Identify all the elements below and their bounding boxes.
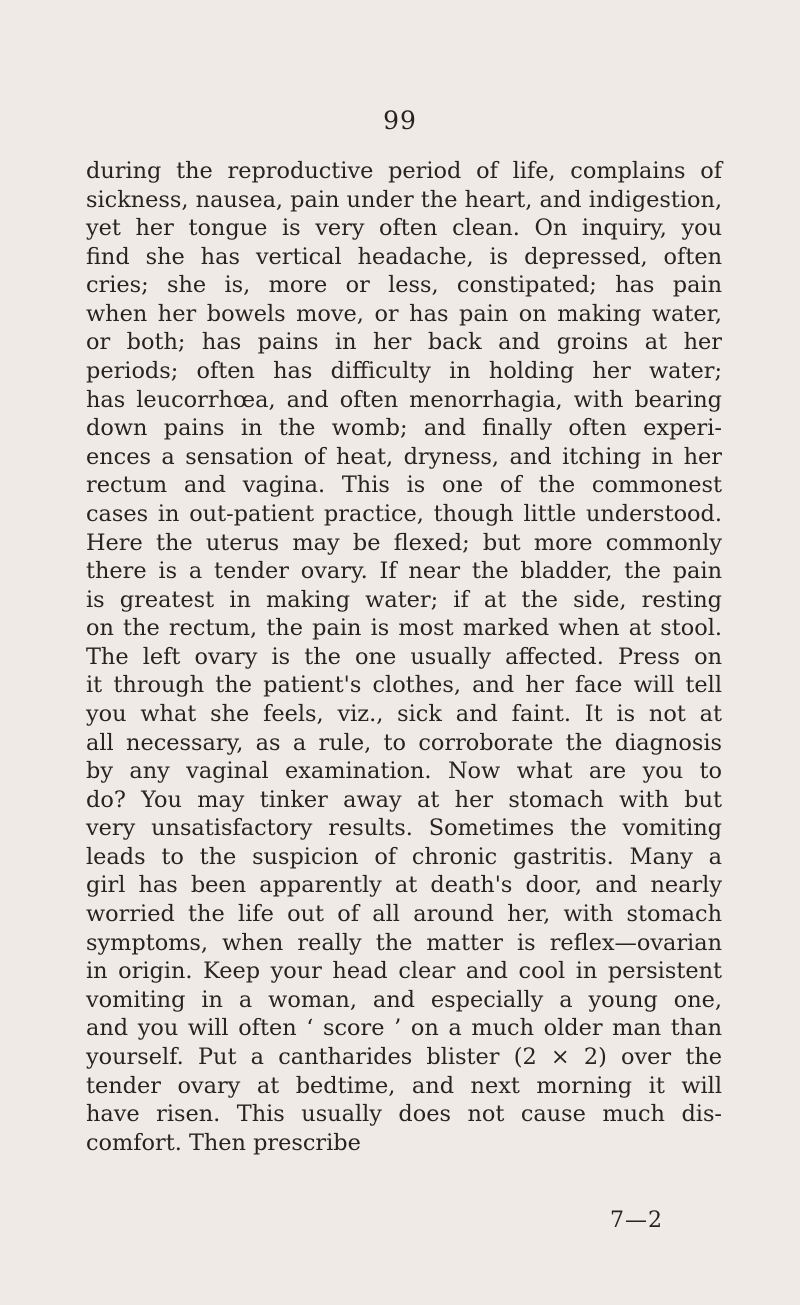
text-line: vomiting in a woman, and especially a young one, <box>86 986 722 1013</box>
text-line: sickness, nausea, pain under the heart, and indigestion, <box>86 186 723 213</box>
text-line: Here the uterus may be flexed; but more commonly <box>86 529 722 556</box>
text-line: ences a sensation of heat, dryness, and itching in her <box>86 443 722 470</box>
text-line: has leucorrhœa, and often menorrhagia, with bearing <box>86 386 722 413</box>
text-line: during the reproductive period of life, complains of <box>86 158 722 184</box>
text-line: there is a tender ovary. If near the bladder, the pain <box>86 558 722 585</box>
text-line: have risen. This usually does not cause much dis- <box>86 1101 722 1128</box>
text-line: yet her tongue is very often clean. On inquiry, you <box>86 215 722 242</box>
text-line: on the rectum, the pain is most marked when at stool. <box>86 615 722 642</box>
text-line: in origin. Keep your head clear and cool in persistent <box>86 958 722 985</box>
text-line: all necessary, as a rule, to corroborate the diagnosis <box>86 729 722 756</box>
text-line: cases in out-patient practice, though little understood. <box>86 500 722 527</box>
text-line: tender ovary at bedtime, and next morning it will <box>86 1072 722 1099</box>
text-line: leads to the suspicion of chronic gastritis. Many a <box>86 843 722 870</box>
text-line: yourself. Put a cantharides blister (2 × 2) over the <box>86 1043 722 1070</box>
text-line: cries; she is, more or less, constipated; has pain <box>86 272 722 299</box>
body-text <box>86 157 722 1157</box>
page-number: 99 <box>383 106 417 135</box>
text-line: girl has been apparently at death's door, and nearly <box>86 872 722 899</box>
text-line: it through the patient's clothes, and her face will tell <box>86 672 722 699</box>
text-line: symptoms, when really the matter is reflex—ovarian <box>86 929 722 956</box>
text-line: The left ovary is the one usually affected. Press on <box>86 643 722 670</box>
signature-mark: 7—2 <box>610 1208 663 1233</box>
text-line: down pains in the womb; and finally often experi- <box>86 415 722 442</box>
text-line: or both; has pains in her back and groins at her <box>86 329 722 356</box>
text-line: periods; often has difficulty in holding her water; <box>86 358 722 385</box>
text-line: worried the life out of all around her, with stomach <box>86 901 722 928</box>
text-line: when her bowels move, or has pain on making water, <box>86 300 722 327</box>
text-line: rectum and vagina. This is one of the commonest <box>86 472 722 499</box>
text-line: you what she feels, viz., sick and faint. It is not at <box>86 700 722 727</box>
text-line: find she has vertical headache, is depressed, often <box>86 243 722 270</box>
text-line: very unsatisfactory results. Sometimes the vomiting <box>86 815 722 842</box>
text-line: is greatest in making water; if at the side, resting <box>86 586 722 613</box>
text-line: do? You may tinker away at her stomach with but <box>86 786 722 813</box>
text-line-last: comfort. Then prescribe <box>86 1129 361 1156</box>
text-line: by any vaginal examination. Now what are you to <box>86 758 722 785</box>
text-line: and you will often ‘ score ’ on a much older man than <box>86 1015 722 1042</box>
